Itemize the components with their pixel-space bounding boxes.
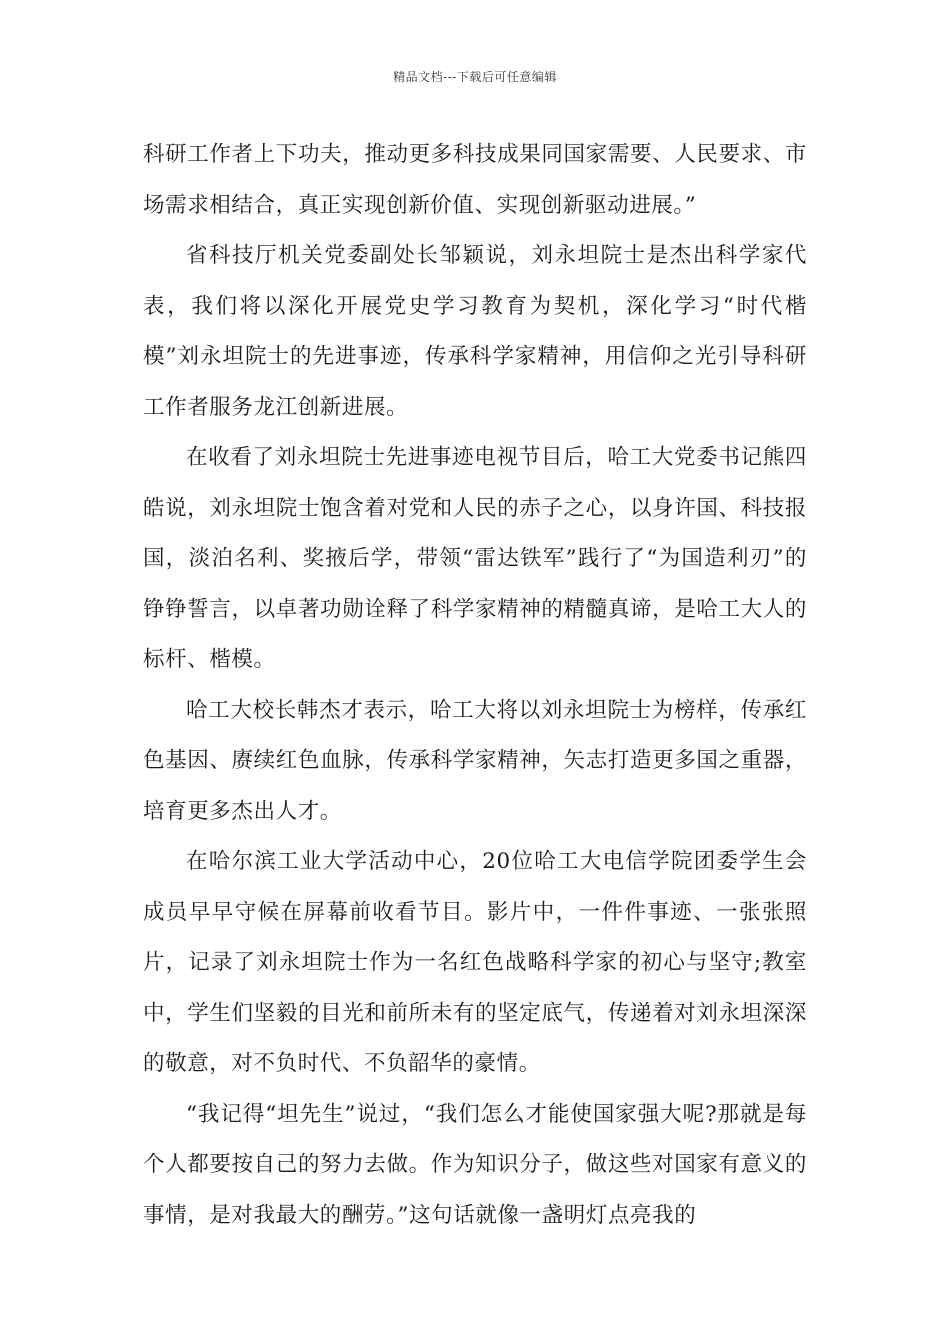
page-header: 精品文档---下载后可任意编辑 [393, 70, 557, 84]
paragraph-5: 在哈尔滨工业大学活动中心，20位哈工大电信学院团委学生会成员早早守候在屏幕前收看节目。影片中，一件件事迹、一张张照片，记录了刘永坦院士作为一名红色战略科学家的初心与坚守;教室中，学生们坚毅的目光和前所未有的坚定底气，传递着对刘永坦深深的敬意，对不负时代、不负韶华的豪情。 [143, 849, 807, 1076]
paragraph-4: 哈工大校长韩杰才表示，哈工大将以刘永坦院士为榜样，传承红色基因、赓续红色血脉，传承科学家精神，矢志打造更多国之重器，培育更多杰出人才。 [143, 697, 807, 824]
paragraph-1: 科研工作者上下功夫，推动更多科技成果同国家需要、人民要求、市场需求相结合，真正实现创新价值、实现创新驱动进展。” [143, 142, 807, 218]
paragraph-6: “我记得“坦先生”说过，“我们怎么才能使国家强大呢?那就是每个人都要按自己的努力去做。作为知识分子，做这些对国家有意义的事情，是对我最大的酬劳。”这句话就像一盏明灯点亮我的 [143, 1101, 807, 1228]
paragraph-3: 在收看了刘永坦院士先进事迹电视节目后，哈工大党委书记熊四皓说，刘永坦院士饱含着对党和人民的赤子之心，以身许国、科技报国，淡泊名利、奖掖后学，带领“雷达铁军”践行了“为国造利刃”的铮铮誓言，以卓著功勋诠释了科学家精神的精髓真谛，是哈工大人的标杆、楷模。 [143, 445, 807, 672]
document-body [143, 130, 807, 1241]
paragraph-2: 省科技厅机关党委副处长邹颖说，刘永坦院士是杰出科学家代表，我们将以深化开展党史学习教育为契机，深化学习“时代楷模”刘永坦院士的先进事迹，传承科学家精神，用信仰之光引导科研工作者服务龙江创新进展。 [143, 243, 807, 420]
